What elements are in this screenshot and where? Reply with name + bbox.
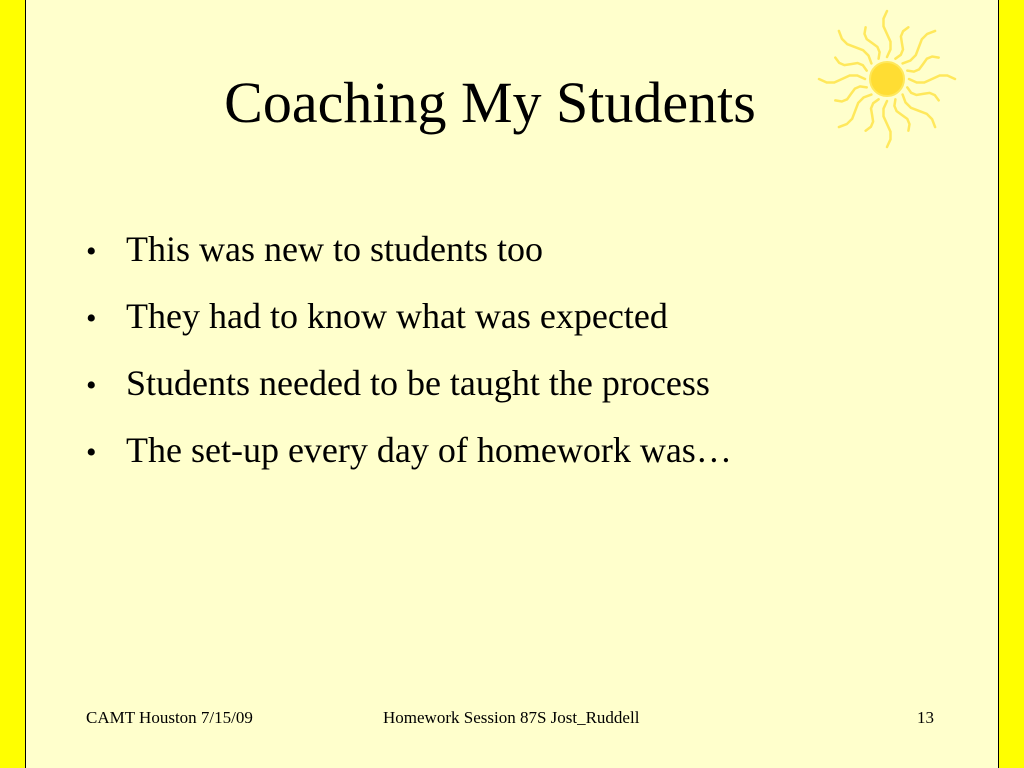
- bullet-marker: •: [86, 302, 97, 335]
- bullet-item-2: [86, 295, 946, 340]
- sun-ray: [895, 27, 908, 58]
- bullet-list: [86, 228, 946, 496]
- footer-left: CAMT Houston 7/15/09: [86, 708, 253, 727]
- bullet-text: Students needed to be taught the process: [126, 363, 710, 403]
- bullet-text: The set-up every day of homework was…: [126, 430, 732, 470]
- bullet-marker: •: [86, 235, 97, 268]
- bullet-item-4: [86, 429, 946, 474]
- page-number: 13: [917, 708, 934, 727]
- bullet-item-1: [86, 228, 946, 273]
- slide-title: Coaching My Students: [224, 70, 756, 135]
- bullet-marker: •: [86, 436, 97, 469]
- bullet-item-3: [86, 362, 946, 407]
- footer-center: Homework Session 87S Jost_Ruddell: [383, 708, 640, 727]
- right-side-bar: [998, 0, 1024, 768]
- bullet-text: This was new to students too: [126, 229, 543, 269]
- sun-ray: [884, 11, 891, 57]
- bullet-text: They had to know what was expected: [126, 296, 668, 336]
- bullet-marker: •: [86, 369, 97, 402]
